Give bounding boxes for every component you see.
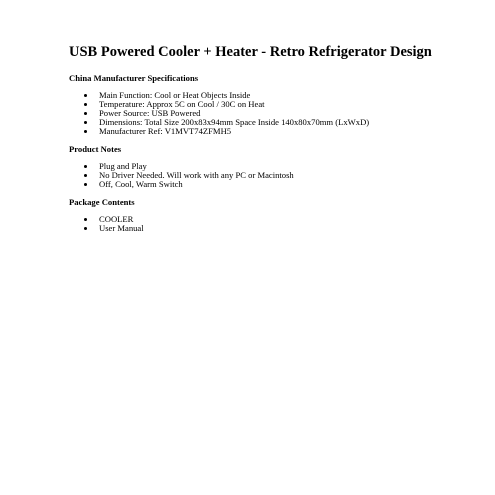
list-item-text: Temperature: Approx 5C on Cool / 30C on Heat (99, 99, 265, 109)
list-item-text: Power Source: USB Powered (99, 108, 201, 118)
page-title: USB Powered Cooler + Heater - Retro Refrigerator Design (69, 44, 432, 60)
section-heading-package-contents: Package Contents (69, 197, 135, 207)
product-notes-list (69, 162, 479, 189)
bullet-icon (84, 174, 87, 177)
list-item-text: No Driver Needed. Will work with any PC or Macintosh (99, 170, 294, 180)
package-contents-list (69, 215, 479, 233)
bullet-icon (84, 130, 87, 133)
list-item (69, 180, 479, 189)
list-item-text: Dimensions: Total Size 200x83x94mm Space Inside 140x80x70mm (LxWxD) (99, 117, 370, 127)
bullet-icon (84, 218, 87, 221)
list-item-text: Plug and Play (99, 161, 147, 171)
section-heading-product-notes: Product Notes (69, 144, 122, 154)
product-description (69, 44, 479, 241)
list-item-text: User Manual (99, 223, 144, 233)
list-item-text: Off, Cool, Warm Switch (99, 179, 183, 189)
list-item (69, 127, 479, 136)
bullet-icon (84, 121, 87, 124)
bullet-icon (84, 103, 87, 106)
list-item-text: Main Function: Cool or Heat Objects Inside (99, 90, 251, 100)
bullet-icon (84, 227, 87, 230)
list-item-text: Manufacturer Ref: V1MVT74ZFMH5 (99, 126, 232, 136)
bullet-icon (84, 165, 87, 168)
list-item (69, 224, 479, 233)
list-item-text: COOLER (99, 214, 134, 224)
bullet-icon (84, 112, 87, 115)
section-heading-specifications: China Manufacturer Specifications (69, 73, 199, 83)
bullet-icon (84, 183, 87, 186)
bullet-icon (84, 94, 87, 97)
specifications-list (69, 91, 479, 136)
